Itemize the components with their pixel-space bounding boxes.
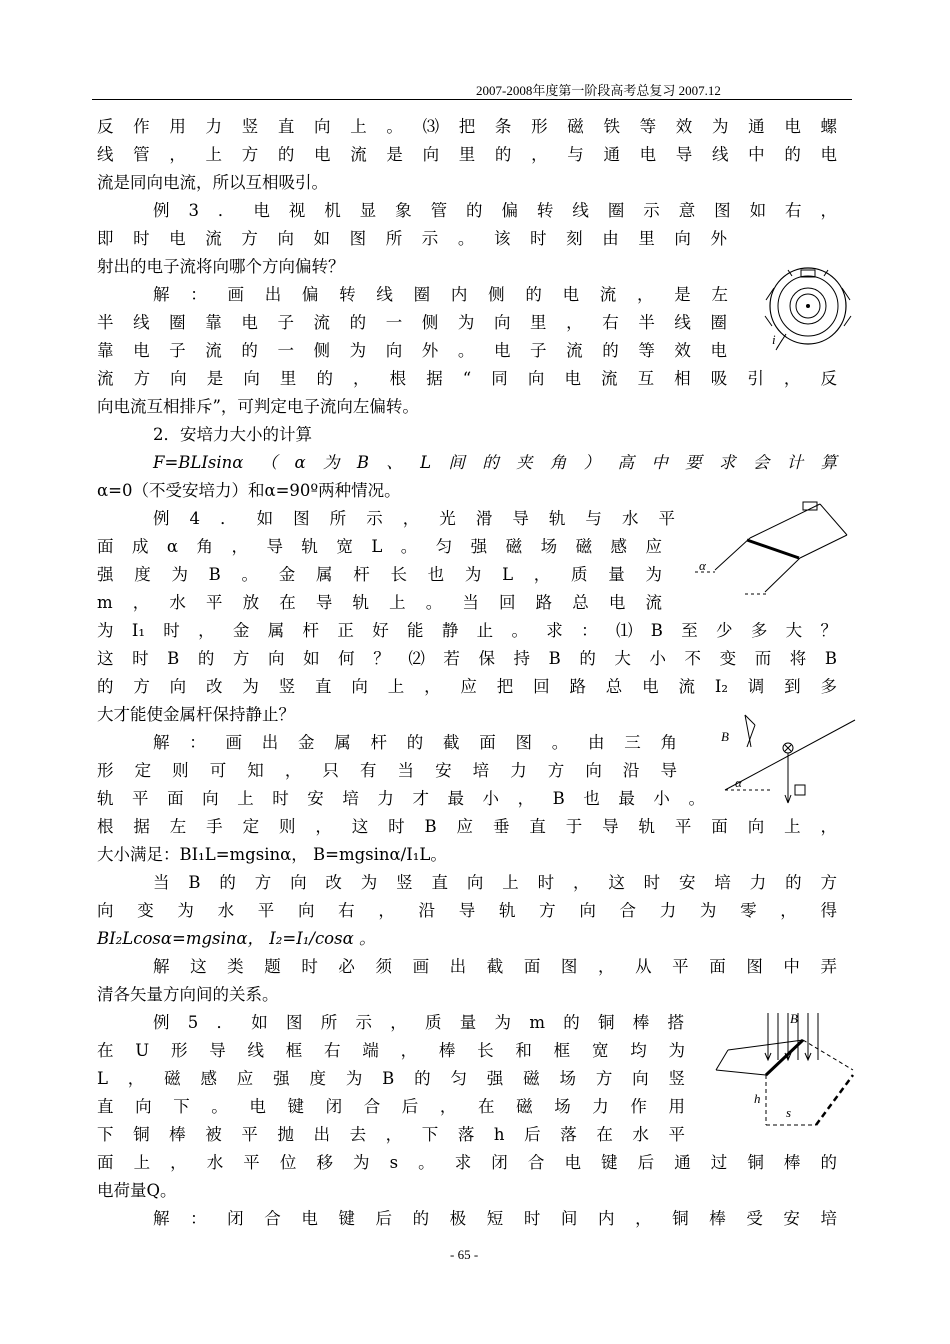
text-line: 例4．如图所示，光滑导轨与水平 bbox=[153, 509, 675, 528]
text-line: 例3．电视机显象管的偏转线圈示意图如右， bbox=[153, 201, 837, 220]
formula-line: BI₂Lcosα=mgsinα， I₂=I₁/cosα 。 bbox=[97, 929, 376, 948]
text-line: 清各矢量方向间的关系。 bbox=[97, 985, 279, 1004]
text-line: 直向下。电键闭合后，在磁场力作用 bbox=[97, 1097, 685, 1116]
text-line: 半线圈靠电子流的一侧为向里，右半线圈 bbox=[97, 313, 727, 332]
text-line: 反作用力竖直向上。⑶把条形磁铁等效为通电螺 bbox=[97, 117, 837, 136]
text-line: 这时B的方向如何？⑵若保持B的大小不变而将B bbox=[97, 649, 837, 668]
frame-figure bbox=[708, 1005, 858, 1130]
frame-B-label: B bbox=[790, 1011, 798, 1026]
text-line: 轨平面向上时安培力才最小，B也最小。 bbox=[97, 789, 705, 808]
section-heading: 2．安培力大小的计算 bbox=[153, 425, 312, 444]
frame-s-label: s bbox=[786, 1105, 792, 1120]
text-line: 形定则可知，只有当安培力方向沿导 bbox=[97, 761, 677, 780]
section-figure bbox=[715, 715, 860, 810]
text-line: 向变为水平向右，沿导轨方向合力为零，得 bbox=[97, 901, 837, 920]
text-line: 即时电流方向如图所示。该时刻由里向外 bbox=[97, 229, 727, 248]
coil-figure bbox=[762, 268, 857, 353]
text-line: 大才能使金属杆保持静止？ bbox=[97, 705, 295, 724]
text-line: 面成α角，导轨宽L。匀强磁场磁感应 bbox=[97, 537, 662, 556]
text-line: 解：闭合电键后的极短时间内，铜棒受安培 bbox=[153, 1209, 837, 1228]
text-line: 的方向改为竖直向上，应把回路总电流I₂调到多 bbox=[97, 677, 837, 696]
text-line: 在U形导线框右端，棒长和框宽均为 bbox=[97, 1041, 685, 1060]
text-line: 解：画出偏转线圈内侧的电流，是左 bbox=[153, 285, 728, 304]
text-line: 靠电子流的一侧为向外。电子流的等效电 bbox=[97, 341, 727, 360]
text-line: 流是同向电流，所以互相吸引。 bbox=[97, 173, 328, 192]
text-line: 电荷量Q。 bbox=[97, 1181, 177, 1200]
text-line: 大小满足：BI₁L=mgsinα， B=mgsinα/I₁L。 bbox=[97, 845, 447, 864]
text-line: 例5．如图所示，质量为m的铜棒搭 bbox=[153, 1013, 684, 1032]
section-alpha-label: α bbox=[735, 775, 742, 790]
text-line: L，磁感应强度为B的匀强磁场方向竖 bbox=[97, 1069, 685, 1088]
formula-line: F=BLIsinα（α为B、L间的夹角）高中要求会计算 bbox=[153, 453, 837, 472]
incline-figure bbox=[695, 500, 855, 600]
coil-current-label: i bbox=[772, 332, 776, 347]
incline-alpha-label: α bbox=[699, 558, 706, 573]
text-line: 向电流互相排斥”，可判定电子流向左偏转。 bbox=[97, 397, 419, 416]
page-header: 2007-2008年度第一阶段高考总复习 2007.12 bbox=[476, 83, 721, 98]
text-line: 流方向是向里的，根据“同向电流互相吸引，反 bbox=[97, 369, 837, 388]
text-line: 解这类题时必须画出截面图，从平面图中弄 bbox=[153, 957, 837, 976]
frame-h-label: h bbox=[754, 1091, 761, 1106]
text-line: α=0（不受安培力）和α=90º两种情况。 bbox=[97, 481, 401, 500]
text-line: 面上，水平位移为s。求闭合电键后通过铜棒的 bbox=[97, 1153, 837, 1172]
text-line: 下铜棒被平抛出去，下落h后落在水平 bbox=[97, 1125, 685, 1144]
text-line: 为I₁时，金属杆正好能静止。求：⑴B至少多大？ bbox=[97, 621, 837, 640]
text-line: 解：画出金属杆的截面图。由三角 bbox=[153, 733, 677, 752]
text-line: 强度为B。金属杆长也为L，质量为 bbox=[97, 565, 662, 584]
text-line: 当B的方向改为竖直向上时，这时安培力的方 bbox=[153, 873, 837, 892]
text-line: 线管，上方的电流是向里的，与通电导线中的电 bbox=[97, 145, 837, 164]
text-line: 根据左手定则，这时B应垂直于导轨平面向上， bbox=[97, 817, 837, 836]
header-rule bbox=[92, 99, 852, 100]
section-B-label: B bbox=[721, 729, 729, 744]
page-number: - 65 - bbox=[450, 1247, 479, 1262]
text-line: 射出的电子流将向哪个方向偏转？ bbox=[97, 257, 345, 276]
text-line: m，水平放在导轨上。当回路总电流 bbox=[97, 593, 662, 612]
